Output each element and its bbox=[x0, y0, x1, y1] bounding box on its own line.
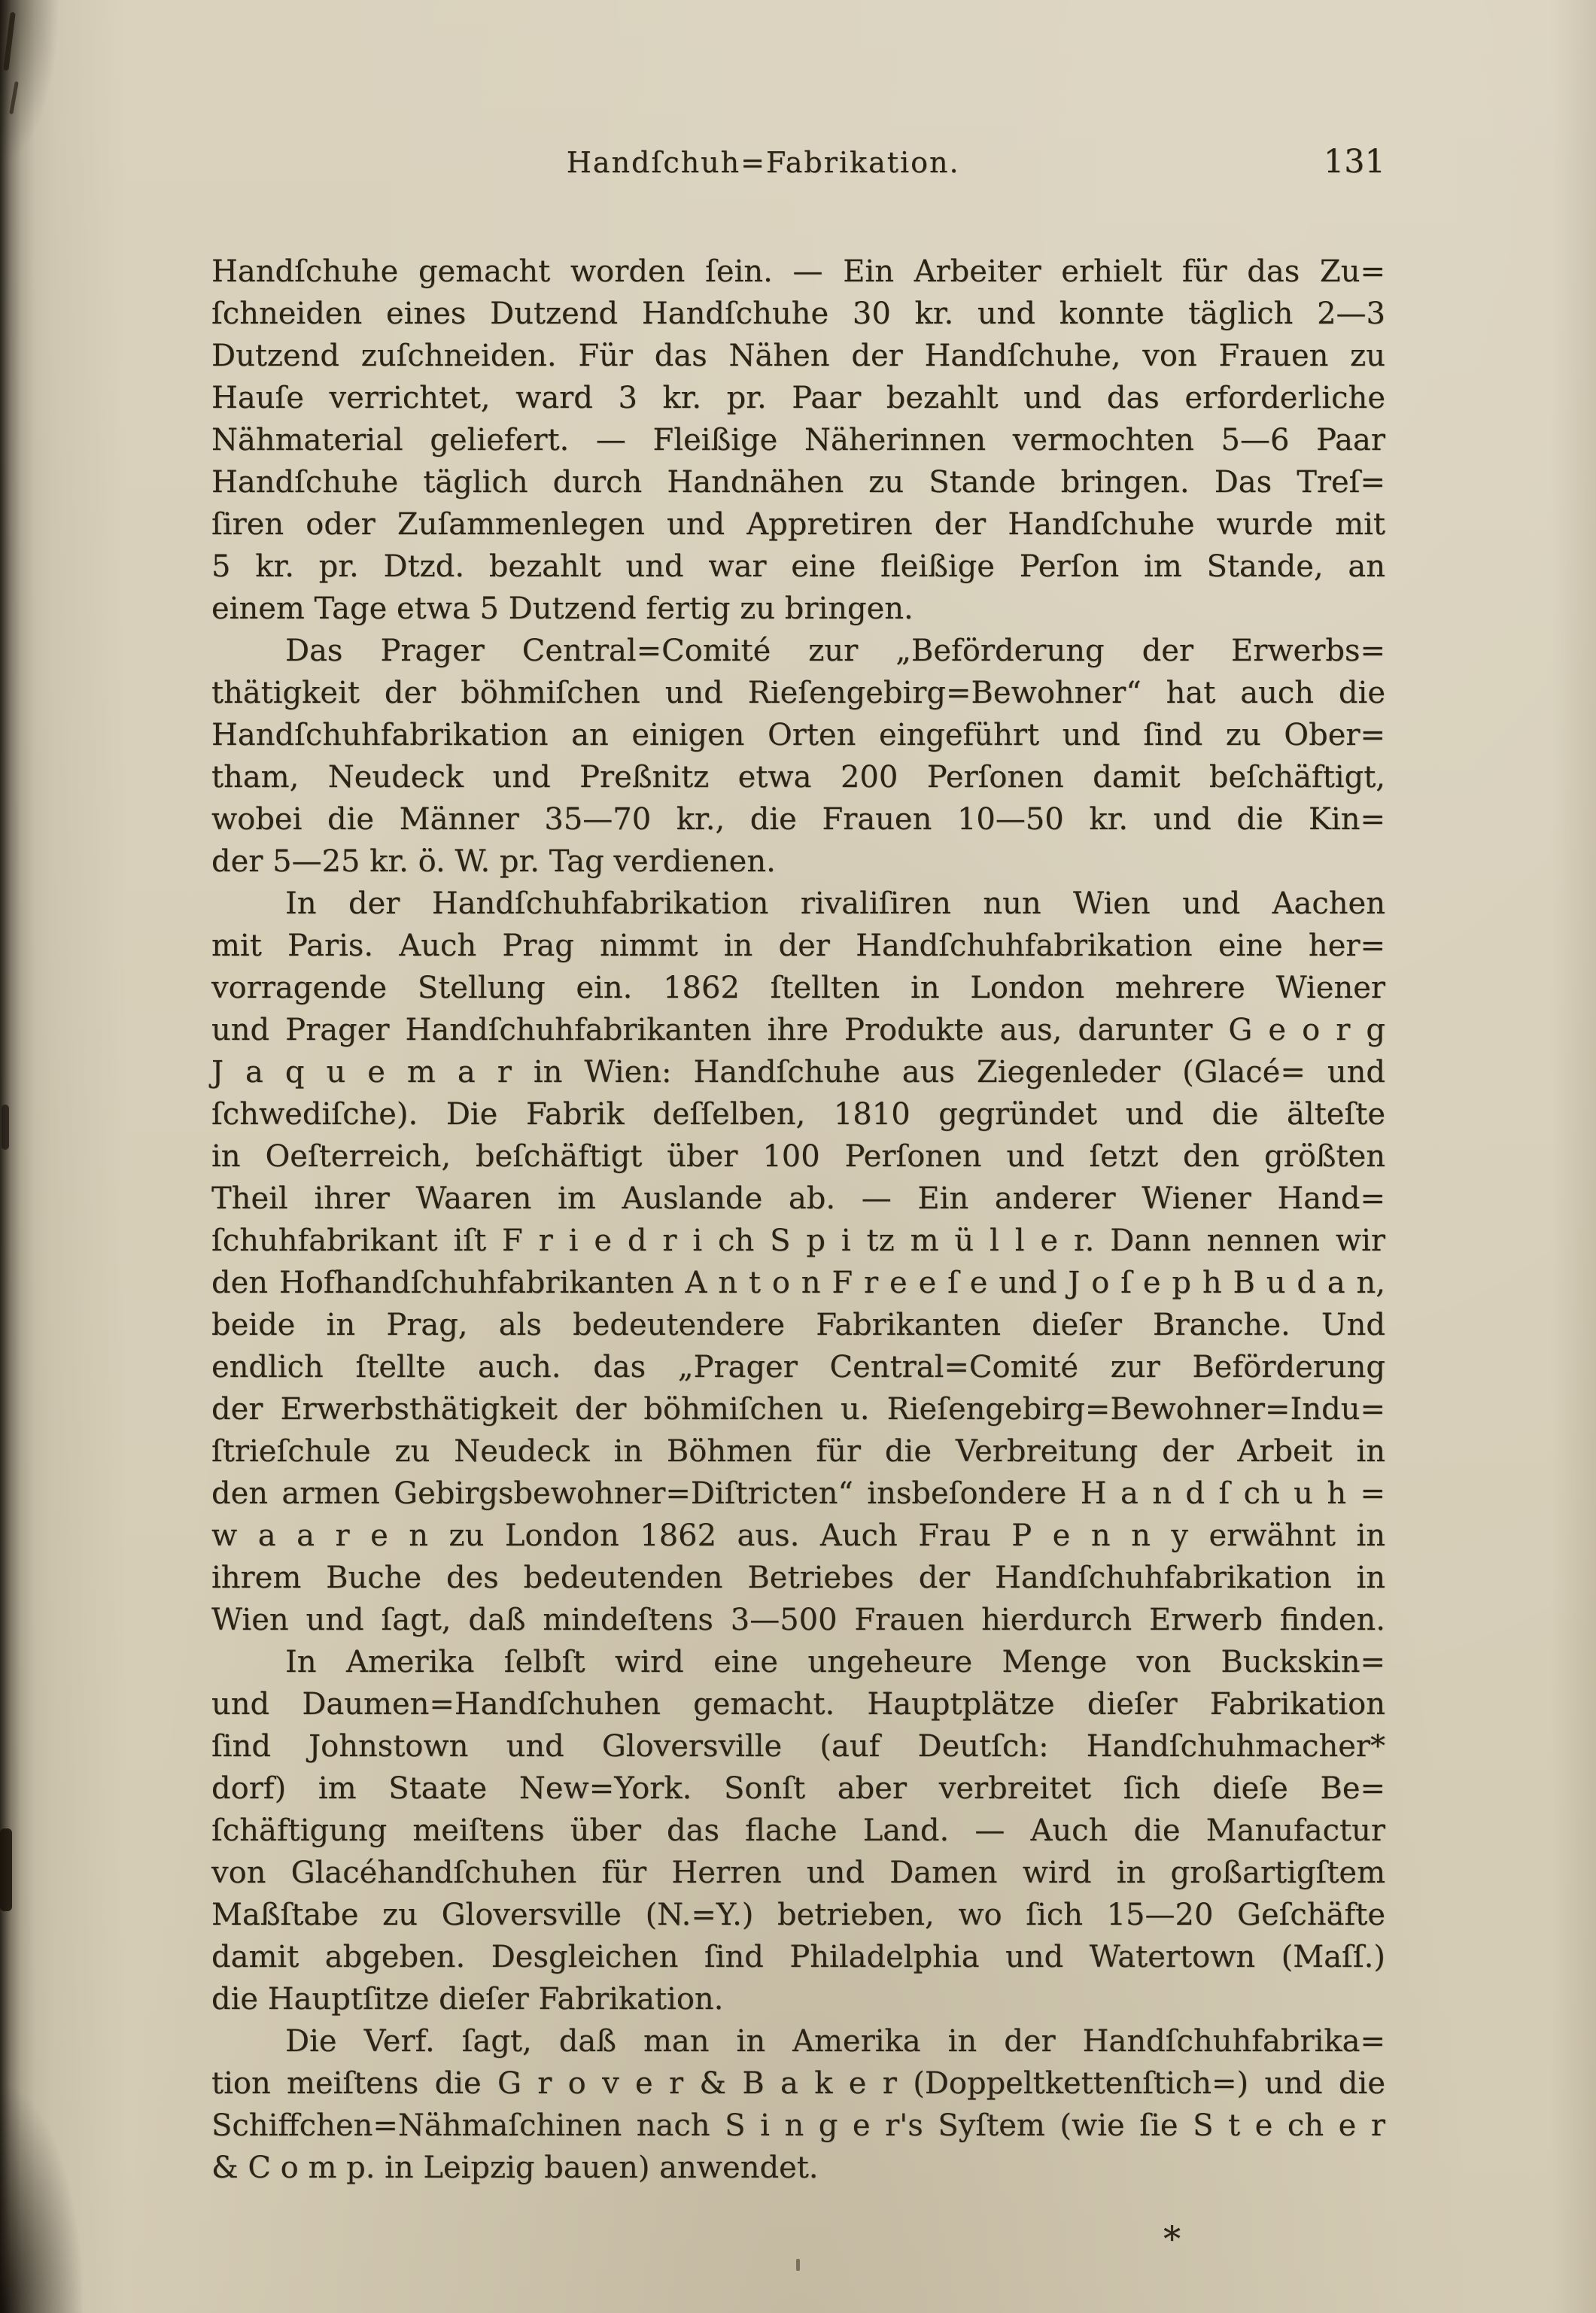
text-line: den armen Gebirgsbewohner=Diſtricten“ insbeſondere H a n d ſ ch u h = bbox=[211, 1476, 1385, 1511]
text-line: der 5—25 kr. ö. W. pr. Tag verdienen. bbox=[211, 844, 776, 879]
text-line: Maßſtabe zu Gloversville (N.=Y.) betrieben, wo ſich 15—20 Geſchäfte bbox=[211, 1898, 1385, 1932]
text-line: wobei die Männer 35—70 kr., die Frauen 10—50 kr. und die Kin= bbox=[211, 802, 1385, 837]
text-line: Nähmaterial geliefert. — Fleißige Näherinnen vermochten 5—6 Paar bbox=[211, 423, 1385, 457]
text-line: Die Verf. ſagt, daß man in Amerika in der Handſchuhfabrika= bbox=[285, 2024, 1385, 2059]
footnote-asterisk: * bbox=[1163, 2218, 1181, 2259]
text-line: tham, Neudeck und Preßnitz etwa 200 Perſonen damit beſchäftigt, bbox=[211, 760, 1385, 795]
text-line: beide in Prag, als bedeutendere Fabrikanten dieſer Branche. Und bbox=[211, 1308, 1385, 1342]
scan-speck bbox=[796, 2259, 800, 2271]
text-line: In Amerika ſelbſt wird eine ungeheure Menge von Buckskin= bbox=[285, 1645, 1385, 1679]
paragraph bbox=[211, 883, 1385, 1641]
text-line: ſtrieſchule zu Neudeck in Böhmen für die Verbreitung der Arbeit in bbox=[211, 1434, 1385, 1469]
text-line: ihrem Buche des bedeutenden Betriebes der Handſchuhfabrikation in bbox=[211, 1561, 1385, 1595]
paragraph bbox=[211, 2020, 1385, 2189]
scan-stain-bottom-left bbox=[0, 2087, 83, 2313]
text-line: J a q u e m a r in Wien: Handſchuhe aus Ziegenleder (Glacé= und bbox=[211, 1055, 1385, 1090]
text-line: Handſchuhfabrikation an einigen Orten eingeführt und ſind zu Ober= bbox=[211, 718, 1385, 752]
text-line: die Hauptſitze dieſer Fabrikation. bbox=[211, 1982, 724, 2017]
text-line: der Erwerbsthätigkeit der böhmiſchen u. Rieſengebirg=Bewohner=Indu= bbox=[211, 1392, 1385, 1427]
text-line: ſiren oder Zuſammenlegen und Appretiren der Handſchuhe wurde mit bbox=[211, 507, 1385, 542]
body-text bbox=[211, 251, 1385, 2189]
page-header bbox=[211, 143, 1385, 188]
text-line: Handſchuhe täglich durch Handnähen zu Stande bringen. Das Treſ= bbox=[211, 465, 1385, 500]
text-line: tion meiſtens die G r o v e r & B a k e r (Doppeltkettenſtich=) und die bbox=[211, 2066, 1385, 2101]
text-line: ſchuhfabrikant iſt F r i e d r i ch S p i tz m ü l l e r. Dann nennen wir bbox=[211, 1223, 1385, 1258]
text-line: w a a r e n zu London 1862 aus. Auch Frau P e n n y erwähnt in bbox=[211, 1518, 1385, 1553]
text-line: und Prager Handſchuhfabrikanten ihre Produkte aus, darunter G e o r g bbox=[211, 1013, 1385, 1047]
text-line: einem Tage etwa 5 Dutzend fertig zu bringen. bbox=[211, 591, 914, 626]
scan-edge-mark bbox=[2, 1105, 9, 1150]
text-line: den Hofhandſchuhfabrikanten A n t o n F r e e ſ e und J o ſ e p h B u d a n, bbox=[211, 1266, 1385, 1300]
text-line: von Glacéhandſchuhen für Herren und Damen wird in großartigſtem bbox=[211, 1856, 1385, 1890]
text-line: thätigkeit der böhmiſchen und Rieſengebirg=Bewohner“ hat auch die bbox=[211, 676, 1385, 710]
page-number: 131 bbox=[1323, 143, 1385, 181]
text-line: & C o m p. in Leipzig bauen) anwendet. bbox=[211, 2150, 819, 2185]
text-line: Das Prager Central=Comité zur „Beförderung der Erwerbs= bbox=[285, 634, 1385, 668]
text-line: dorf) im Staate New=York. Sonſt aber verbreitet ſich dieſe Be= bbox=[211, 1771, 1385, 1806]
scan-edge-mark bbox=[0, 1828, 12, 1911]
text-line: ſind Johnstown und Gloversville (auf Deutſch: Handſchuhmacher* bbox=[211, 1729, 1385, 1764]
text-line: mit Paris. Auch Prag nimmt in der Handſchuhfabrikation eine her= bbox=[211, 929, 1385, 963]
text-line: Hauſe verrichtet, ward 3 kr. pr. Paar bezahlt und das erforderliche bbox=[211, 381, 1385, 415]
text-line: vorragende Stellung ein. 1862 ſtellten in London mehrere Wiener bbox=[211, 971, 1385, 1005]
text-line: damit abgeben. Desgleichen ſind Philadelphia und Watertown (Maſſ.) bbox=[211, 1940, 1385, 1974]
text-line: in Oeſterreich, beſchäftigt über 100 Perſonen und ſetzt den größten bbox=[211, 1139, 1385, 1174]
text-line: Wien und ſagt, daß mindeſtens 3—500 Frauen hierdurch Erwerb finden. bbox=[211, 1603, 1385, 1637]
text-line: Theil ihrer Waaren im Auslande ab. — Ein anderer Wiener Hand= bbox=[211, 1181, 1385, 1216]
running-title: Handſchuh=Fabrikation. bbox=[566, 146, 960, 179]
paragraph bbox=[211, 1641, 1385, 2020]
text-line: und Daumen=Handſchuhen gemacht. Hauptplätze dieſer Fabrikation bbox=[211, 1687, 1385, 1722]
paragraph bbox=[211, 630, 1385, 883]
text-line: In der Handſchuhfabrikation rivaliſiren nun Wien und Aachen bbox=[285, 886, 1385, 921]
paragraph bbox=[211, 251, 1385, 630]
text-line: Dutzend zuſchneiden. Für das Nähen der Handſchuhe, von Frauen zu bbox=[211, 339, 1385, 373]
text-line: Handſchuhe gemacht worden ſein. — Ein Arbeiter erhielt für das Zu= bbox=[211, 254, 1385, 289]
text-line: ſchwediſche). Die Fabrik deſſelben, 1810 gegründet und die älteſte bbox=[211, 1097, 1385, 1132]
text-line: Schiffchen=Nähmaſchinen nach S i n g e r's Syſtem (wie ſie S t e ch e r bbox=[211, 2108, 1385, 2143]
book-binding-shadow bbox=[0, 0, 35, 2313]
text-line: 5 kr. pr. Dtzd. bezahlt und war eine fleißige Perſon im Stande, an bbox=[211, 549, 1385, 584]
text-line: ſchäftigung meiſtens über das flache Land. — Auch die Manufactur bbox=[211, 1813, 1385, 1848]
text-line: endlich ſtellte auch. das „Prager Central=Comité zur Beförderung bbox=[211, 1350, 1385, 1384]
text-line: ſchneiden eines Dutzend Handſchuhe 30 kr. und konnte täglich 2—3 bbox=[211, 296, 1385, 331]
